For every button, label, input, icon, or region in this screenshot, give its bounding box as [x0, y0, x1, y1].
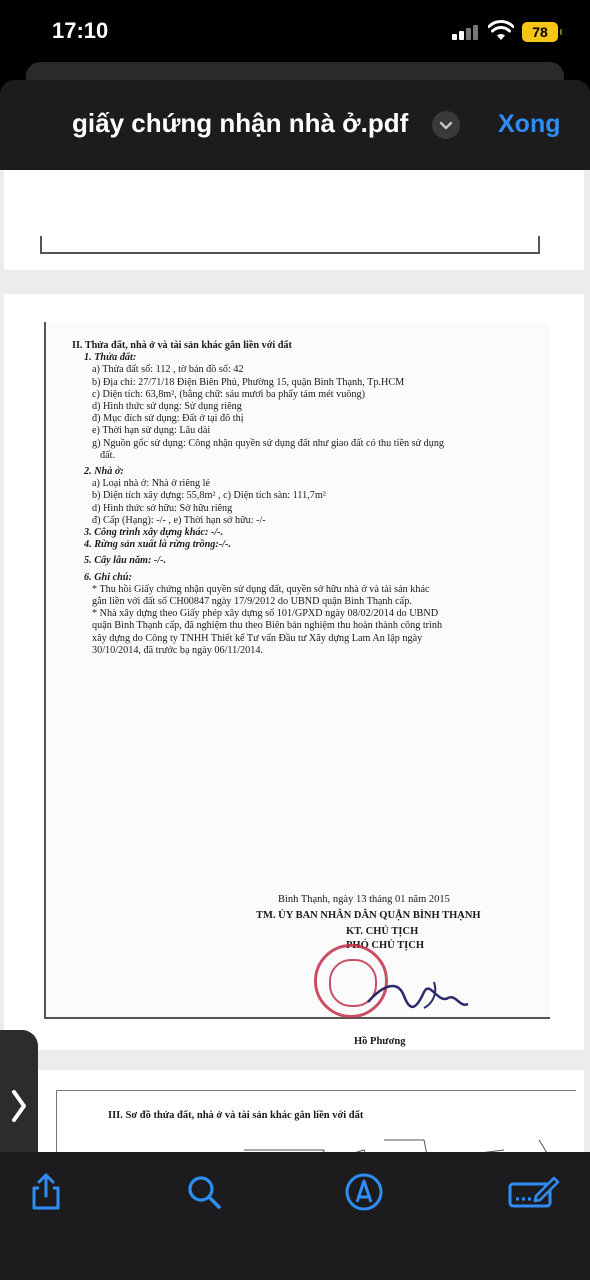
search-icon[interactable] [184, 1172, 224, 1212]
item-5: 5. Cây lâu năm: -/-. [84, 555, 167, 567]
certificate-text [72, 340, 542, 657]
battery-indicator: 78 [522, 22, 558, 42]
land-heading: 1. Thửa đất: [84, 352, 137, 364]
item-3: 3. Công trình xây dựng khác: -/-. [84, 527, 224, 539]
house-line-d: d) Hình thức sở hữu: Sở hữu riêng [92, 502, 233, 514]
land-line-g: g) Nguồn gốc sử dụng: Công nhận quyền sử dụng đất như giao đất có thu tiền sử dụng [92, 437, 445, 449]
land-line-b: b) Địa chỉ: 27/71/18 Điện Biên Phủ, Phường 15, quận Bình Thạnh, Tp.HCM [92, 376, 405, 388]
status-bar [0, 0, 590, 64]
handwritten-signature-icon [364, 974, 474, 1014]
page-rule-tick [40, 236, 42, 254]
land-line-g-cont: đất. [100, 449, 115, 461]
done-button[interactable]: Xong [498, 110, 561, 138]
sign-kt: KT. CHỦ TỊCH [346, 926, 419, 937]
share-icon[interactable] [26, 1172, 66, 1212]
note-line: xây dựng do Công ty TNHH Thiết kế Tư vấn Đầu tư Xây dựng Lam An lập ngày [92, 632, 423, 644]
sign-date: Bình Thạnh, ngày 13 tháng 01 năm 2015 [278, 894, 450, 905]
pdf-scroll-area[interactable] [0, 170, 590, 1162]
item-6: 6. Ghi chú: [84, 571, 132, 583]
nav-bar [0, 80, 590, 170]
note-line: * Thu hồi Giấy chứng nhận quyền sử dụng đất, quyền sở hữu nhà ở và tài sản khác [92, 583, 430, 595]
sign-organization: TM. ỦY BAN NHÂN DÂN QUẬN BÌNH THẠNH [256, 910, 481, 921]
signal-icon [452, 24, 480, 40]
house-line-b: b) Diện tích xây dựng: 55,8m² , c) Diện tích sàn: 111,7m² [92, 490, 326, 502]
pdf-viewer-sheet [0, 80, 590, 1280]
land-line-c: c) Diện tích: 63,8m², (bằng chữ: sáu mươi ba phẩy tám mét vuông) [92, 388, 365, 400]
page-rule [40, 252, 540, 254]
form-fill-icon[interactable] [506, 1172, 560, 1212]
markup-icon[interactable] [344, 1172, 384, 1212]
house-line-a: a) Loại nhà ở: Nhà ở riêng lẻ [92, 478, 210, 490]
item-4: 4. Rừng sản xuất là rừng trồng:-/-. [84, 539, 231, 551]
pdf-page-certificate [4, 294, 584, 1050]
page-rule-tick [538, 236, 540, 254]
note-line: quận Bình Thạnh cấp, đã nghiệm thu theo Biên bản nghiệm thu hoàn thành công trình [92, 620, 443, 632]
wifi-icon [488, 20, 514, 42]
note-line: 30/10/2014, đã trước bạ ngày 06/11/2014. [92, 644, 263, 656]
note-line: gắn liền với đất số CH00847 ngày 17/9/2012 do UBND quận Bình Thạnh cấp. [92, 596, 412, 608]
chevron-down-icon [432, 111, 460, 139]
signer-name: Hồ Phương [354, 1036, 406, 1047]
status-time: 17:10 [52, 18, 109, 43]
house-heading: 2. Nhà ở: [84, 466, 124, 478]
map-heading: III. Sơ đồ thửa đất, nhà ở và tài sản khác gắn liền với đất [108, 1110, 364, 1121]
land-line-dd: đ) Mục đích sử dụng: Đất ở tại đô thị [92, 413, 244, 425]
document-title[interactable]: giấy chứng nhận nhà ở.pdf [72, 108, 409, 138]
pdf-page-map [4, 1070, 584, 1162]
section-heading: II. Thửa đất, nhà ở và tài sản khác gắn liền với đất [72, 340, 292, 351]
land-line-d: d) Hình thức sử dụng: Sử dụng riêng [92, 401, 242, 413]
chevron-right-icon [9, 1086, 29, 1126]
note-line: * Nhà xây dựng theo Giấy phép xây dựng số 101/GPXD ngày 08/02/2014 do UBND [92, 608, 439, 620]
land-line-a: a) Thửa đất số: 112 , tờ bản đồ số: 42 [92, 364, 244, 376]
pdf-page-previous [4, 170, 584, 270]
title-menu-button[interactable] [432, 111, 460, 139]
bottom-toolbar [0, 1152, 590, 1280]
land-line-e: e) Thời hạn sử dụng: Lâu dài [92, 425, 211, 437]
sign-title: PHÓ CHỦ TỊCH [346, 940, 424, 951]
house-line-dd: đ) Cấp (Hạng): -/- , e) Thời hạn sở hữu: -/- [92, 514, 266, 526]
